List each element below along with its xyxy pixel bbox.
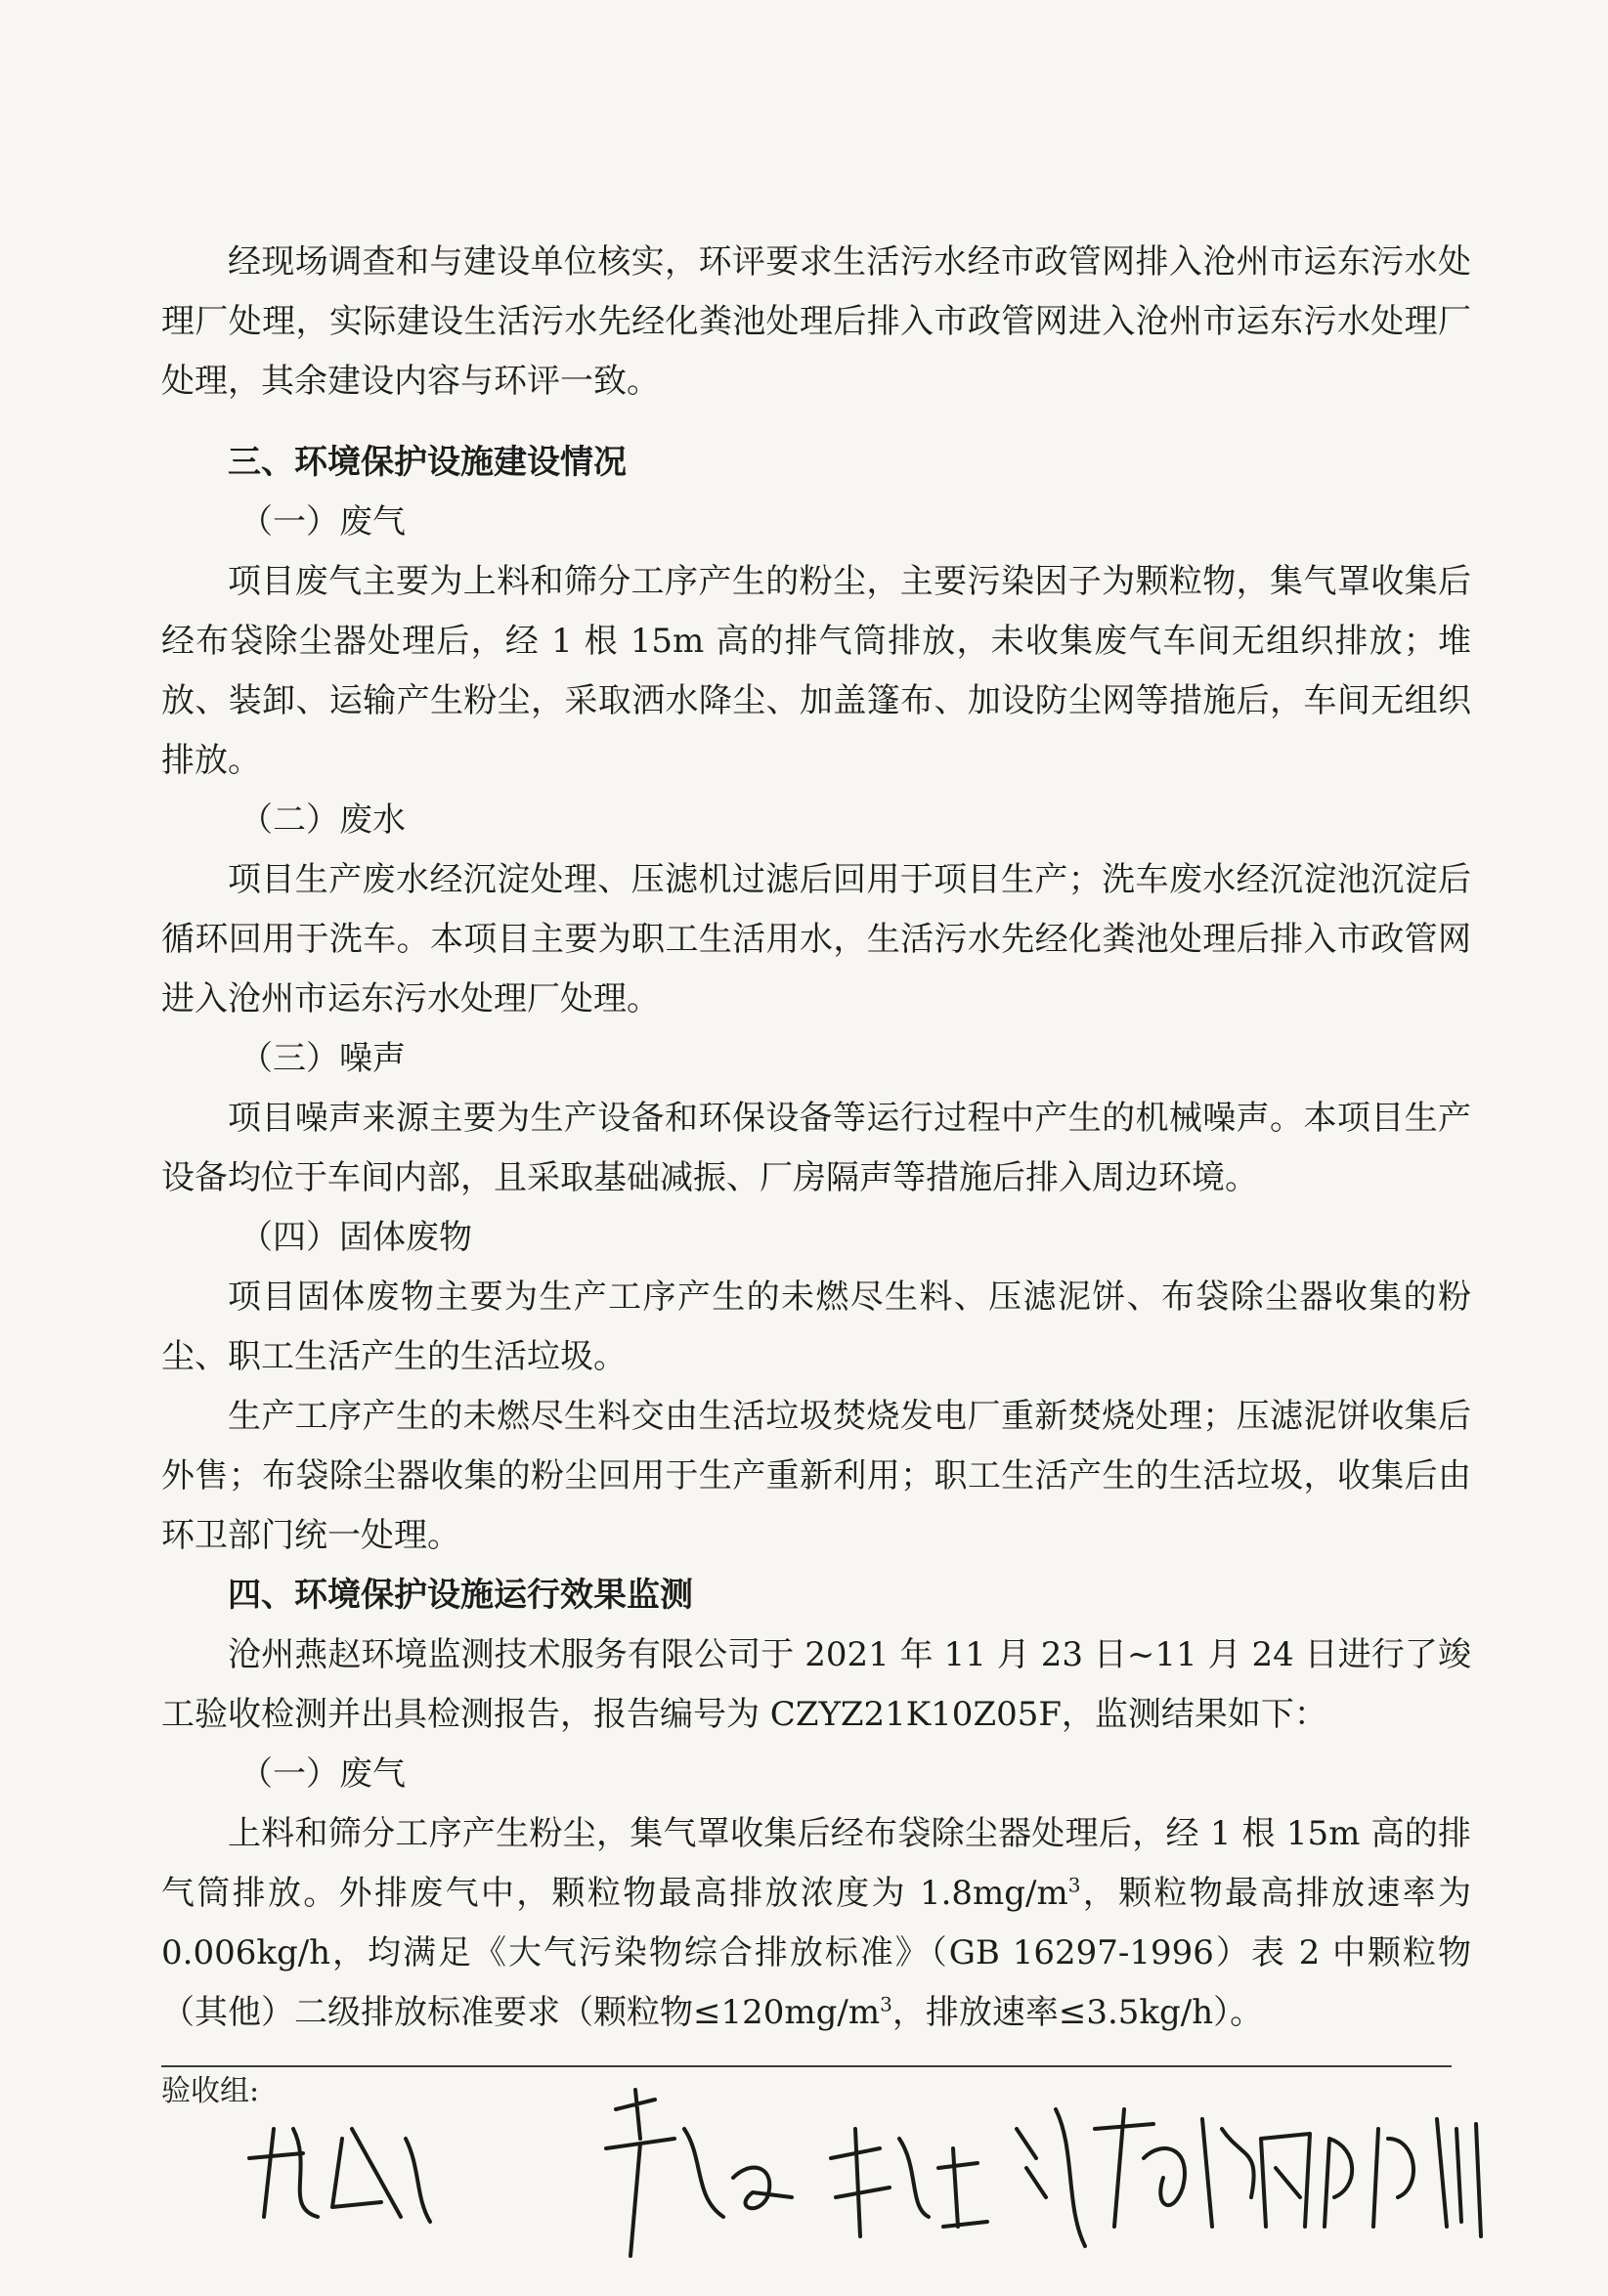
section-heading-4: 四、环境保护设施运行效果监测 (228, 1576, 693, 1615)
footer-divider (161, 2065, 1452, 2067)
signatures-area (235, 2070, 1525, 2266)
document-body (161, 233, 1471, 2043)
results-text-part-3: ，排放速率≤3.5kg/h）。 (891, 1993, 1264, 2032)
superscript-cubic: 3 (1067, 1873, 1081, 1897)
paragraph-solid-waste-disposal: 生产工序产生的未燃尽生料交由生活垃圾焚烧发电厂重新焚烧处理；压滤泥饼收集后外售；布袋除尘器收集的粉尘回用于生产重新利用；职工生活产生的生活垃圾，收集后由环卫部门统一处理。 (161, 1397, 1471, 1555)
paragraph-solid-waste: 项目固体废物主要为生产工序产生的未燃尽生料、压滤泥饼、布袋除尘器收集的粉尘、职工生活产生的生活垃圾。 (161, 1278, 1471, 1376)
paragraph-noise: 项目噪声来源主要为生产设备和环保设备等运行过程中产生的机械噪声。本项目生产设备均位于车间内部，且采取基础减振、厂房隔声等措施后排入周边环境。 (161, 1099, 1471, 1197)
subheading-waste-gas-results: （一）废气 (239, 1754, 406, 1794)
signature-3 (831, 2129, 987, 2236)
signature-5 (1261, 2119, 1481, 2236)
subheading-solid-waste: （四）固体废物 (239, 1218, 472, 1257)
signature-2 (606, 2090, 792, 2256)
signature-1 (249, 2129, 430, 2222)
signature-4 (1017, 2109, 1254, 2246)
subheading-noise: （三）噪声 (239, 1039, 406, 1078)
acceptance-team-label: 验收组: (161, 2074, 260, 2108)
subheading-waste-gas: （一）废气 (239, 502, 406, 542)
paragraph-monitoring-report: 沧州燕赵环境监测技术服务有限公司于 2021 年 11 月 23 日~11 月 24 日进行了竣工验收检测并出具检测报告，报告编号为 CZYZ21K10Z05F，监测结果如下： (161, 1635, 1471, 1734)
results-text-part-1: 上料和筛分工序产生粉尘，集气罩收集后经布袋除尘器处理后，经 1 根 15m 高的排气筒排放。外排废气中，颗粒物最高排放浓度为 1.8mg/m (161, 1814, 1471, 1913)
paragraph-waste-water: 项目生产废水经沉淀处理、压滤机过滤后回用于项目生产；洗车废水经沉淀池沉淀后循环回用于洗车。本项目主要为职工生活用水，生活污水先经化粪池处理后排入市政管网进入沧州市运东污水处理厂处理。 (161, 860, 1471, 1018)
results-text-part-2: ，颗粒物最高排放速率为 0.006kg/h，均满足《大气污染物综合排放标准》（GB 16297-1996）表 2 中颗粒物（其他）二级排放标准要求（颗粒物≤120mg/m (161, 1874, 1471, 2032)
superscript-cubic-2: 3 (880, 1992, 892, 2016)
section-heading-3: 三、环境保护设施建设情况 (228, 443, 627, 482)
paragraph-waste-gas-results (161, 1804, 1471, 2043)
subheading-waste-water: （二）废水 (239, 801, 406, 840)
paragraph-construction-verification: 经现场调查和与建设单位核实，环评要求生活污水经市政管网排入沧州市运东污水处理厂处理，实际建设生活污水先经化粪池处理后排入市政管网进入沧州市运东污水处理厂处理，其余建设内容与环评一致。 (161, 242, 1471, 401)
paragraph-waste-gas: 项目废气主要为上料和筛分工序产生的粉尘，主要污染因子为颗粒物，集气罩收集后经布袋除尘器处理后，经 1 根 15m 高的排气筒排放，未收集废气车间无组织排放；堆放、装卸、运输产生粉尘，采取洒水降尘、加盖篷布、加设防尘网等措施后，车间无组织排放。 (161, 562, 1471, 780)
